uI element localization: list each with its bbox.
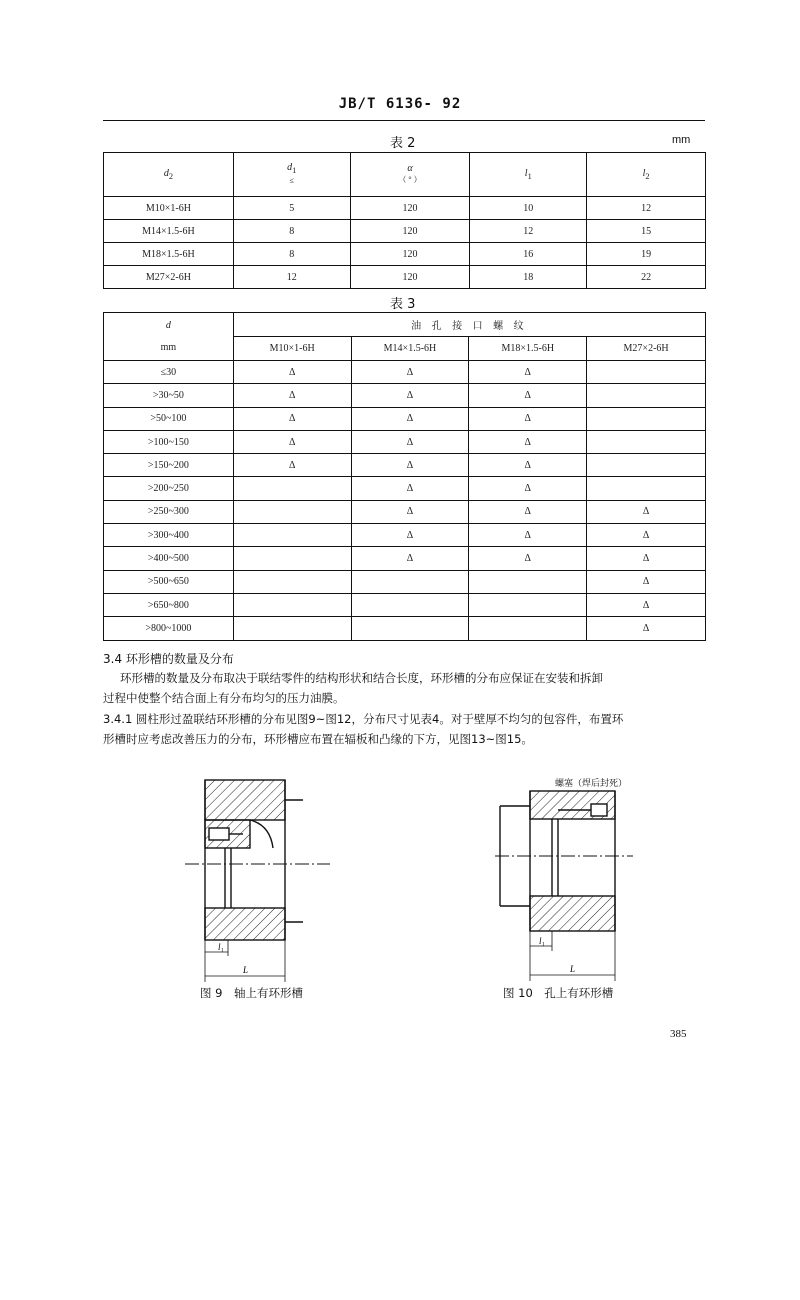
table-row <box>104 617 706 640</box>
table-row <box>104 384 706 407</box>
table2-header-d1: $d_1$ ≤ <box>233 153 350 197</box>
thread-mark-cell: Δ <box>351 524 469 547</box>
thread-mark-cell <box>469 617 587 640</box>
table-row <box>104 243 706 266</box>
thread-mark-cell: Δ <box>587 593 706 616</box>
table3-thread-header: M14×1.5-6H <box>351 337 469 361</box>
document-header: JB/T 6136- 92 <box>338 96 462 112</box>
thread-mark-cell <box>469 593 587 616</box>
section-heading: 3.4 环形槽的数量及分布 <box>103 652 234 666</box>
thread-mark-cell: Δ <box>233 384 351 407</box>
thread-mark-cell <box>587 407 706 430</box>
table3-thread-header: M18×1.5-6H <box>469 337 587 361</box>
table3-caption: 表 3 <box>390 297 416 312</box>
thread-mark-cell <box>233 500 351 523</box>
figure-10-caption: 图 10 孔上有环形槽 <box>503 986 614 1000</box>
table-cell: 12 <box>587 197 706 220</box>
thread-mark-cell <box>587 454 706 477</box>
thread-mark-cell: Δ <box>469 547 587 570</box>
table-row <box>104 547 706 570</box>
table-cell: M10×1-6H <box>104 197 234 220</box>
table-row <box>104 477 706 500</box>
thread-mark-cell: Δ <box>233 430 351 453</box>
table3 <box>103 312 706 641</box>
table-row <box>104 524 706 547</box>
diameter-range-cell: ≤30 <box>104 361 234 384</box>
paragraph-line: 形槽时应考虑改善压力的分布，环形槽应布置在辐板和凸缘的下方，见图13~图15。 <box>103 732 533 746</box>
thread-mark-cell <box>233 570 351 593</box>
table-cell: 18 <box>470 266 587 289</box>
table-cell: 8 <box>233 243 350 266</box>
diameter-range-cell: >200~250 <box>104 477 234 500</box>
diameter-range-cell: >300~400 <box>104 524 234 547</box>
thread-mark-cell: Δ <box>587 500 706 523</box>
table-cell: M14×1.5-6H <box>104 220 234 243</box>
thread-mark-cell: Δ <box>587 570 706 593</box>
table-row <box>104 361 706 384</box>
thread-mark-cell: Δ <box>469 384 587 407</box>
table3-thread-header: M27×2-6H <box>587 337 706 361</box>
table-cell: 120 <box>350 243 470 266</box>
figure-9-caption: 图 9 轴上有环形槽 <box>200 986 303 1000</box>
table-row <box>104 266 706 289</box>
table-cell: 8 <box>233 220 350 243</box>
table-cell: 15 <box>587 220 706 243</box>
figure-10-drawing <box>495 786 635 986</box>
table-cell: 19 <box>587 243 706 266</box>
table-cell: 5 <box>233 197 350 220</box>
thread-mark-cell <box>233 593 351 616</box>
diameter-range-cell: >100~150 <box>104 430 234 453</box>
thread-mark-cell: Δ <box>469 524 587 547</box>
table2-unit: mm <box>672 134 691 146</box>
thread-mark-cell <box>233 617 351 640</box>
thread-mark-cell: Δ <box>469 361 587 384</box>
diameter-range-cell: >150~200 <box>104 454 234 477</box>
thread-mark-cell: Δ <box>469 454 587 477</box>
paragraph-line: 过程中使整个结合面上有分布均匀的压力油膜。 <box>103 691 345 705</box>
table-cell: 120 <box>350 220 470 243</box>
thread-mark-cell <box>469 570 587 593</box>
fig10-l1-label: l₁ <box>539 936 545 946</box>
table-row <box>104 500 706 523</box>
thread-mark-cell: Δ <box>233 407 351 430</box>
thread-mark-cell: Δ <box>351 407 469 430</box>
table-row <box>104 570 706 593</box>
thread-mark-cell: Δ <box>469 500 587 523</box>
thread-mark-cell: Δ <box>351 547 469 570</box>
thread-mark-cell <box>233 477 351 500</box>
table-cell: 16 <box>470 243 587 266</box>
table2-header-l1: $l_1$ <box>470 153 587 197</box>
thread-mark-cell: Δ <box>587 617 706 640</box>
page-number: 385 <box>670 1028 687 1040</box>
table-row <box>104 430 706 453</box>
thread-mark-cell <box>587 361 706 384</box>
table-cell: 10 <box>470 197 587 220</box>
table-row <box>104 593 706 616</box>
thread-mark-cell: Δ <box>233 361 351 384</box>
diameter-range-cell: >30~50 <box>104 384 234 407</box>
table3-header-d: d mm <box>104 313 234 361</box>
thread-mark-cell <box>587 430 706 453</box>
table2-header-l2: $l_2$ <box>587 153 706 197</box>
table-cell: 120 <box>350 197 470 220</box>
diameter-range-cell: >250~300 <box>104 500 234 523</box>
diameter-range-cell: >800~1000 <box>104 617 234 640</box>
diameter-range-cell: >400~500 <box>104 547 234 570</box>
table-row <box>104 220 706 243</box>
table-row <box>104 454 706 477</box>
thread-mark-cell <box>233 547 351 570</box>
table-cell: 12 <box>233 266 350 289</box>
table-cell: 22 <box>587 266 706 289</box>
thread-mark-cell: Δ <box>351 500 469 523</box>
table3-header-row <box>104 313 706 337</box>
table2 <box>103 152 706 289</box>
thread-mark-cell: Δ <box>233 454 351 477</box>
fig10-plug-note: 螺塞（焊后封死） <box>555 779 628 789</box>
figure-9-drawing <box>185 770 335 985</box>
table3-thread-header: M10×1-6H <box>233 337 351 361</box>
thread-mark-cell: Δ <box>469 477 587 500</box>
table2-header-alpha: α （ ° ） <box>350 153 470 197</box>
diameter-range-cell: >50~100 <box>104 407 234 430</box>
thread-mark-cell: Δ <box>469 407 587 430</box>
thread-mark-cell: Δ <box>351 384 469 407</box>
thread-mark-cell: Δ <box>351 361 469 384</box>
table-cell: M18×1.5-6H <box>104 243 234 266</box>
paragraph-line: 3.4.1 圆柱形过盈联结环形槽的分布见图9~图12，分布尺寸见表4。对于壁厚不均匀的包容件，布置环 <box>103 712 624 726</box>
thread-mark-cell: Δ <box>587 524 706 547</box>
thread-mark-cell <box>351 593 469 616</box>
table2-caption: 表 2 <box>390 136 416 151</box>
thread-mark-cell: Δ <box>469 430 587 453</box>
table-row <box>104 407 706 430</box>
thread-mark-cell: Δ <box>351 454 469 477</box>
table-cell: M27×2-6H <box>104 266 234 289</box>
fig9-l1-label: l₁ <box>218 942 224 952</box>
diameter-range-cell: >650~800 <box>104 593 234 616</box>
paragraph-line: 环形槽的数量及分布取决于联结零件的结构形状和结合长度，环形槽的分布应保证在安装和拆卸 <box>120 671 603 685</box>
fig9-L-label: L <box>243 965 249 975</box>
diameter-range-cell: >500~650 <box>104 570 234 593</box>
thread-mark-cell: Δ <box>351 430 469 453</box>
thread-mark-cell <box>351 570 469 593</box>
thread-mark-cell: Δ <box>351 477 469 500</box>
thread-mark-cell <box>233 524 351 547</box>
thread-mark-cell <box>351 617 469 640</box>
header-rule <box>103 120 705 121</box>
table3-group-header: 油 孔 接 口 螺 纹 <box>233 313 705 337</box>
fig10-L-label: L <box>570 964 576 974</box>
thread-mark-cell <box>587 477 706 500</box>
table2-header-d2: $d_2$ <box>104 153 234 197</box>
table-cell: 120 <box>350 266 470 289</box>
table-cell: 12 <box>470 220 587 243</box>
table-row <box>104 197 706 220</box>
thread-mark-cell <box>587 384 706 407</box>
table2-header-row <box>104 153 706 197</box>
thread-mark-cell: Δ <box>587 547 706 570</box>
